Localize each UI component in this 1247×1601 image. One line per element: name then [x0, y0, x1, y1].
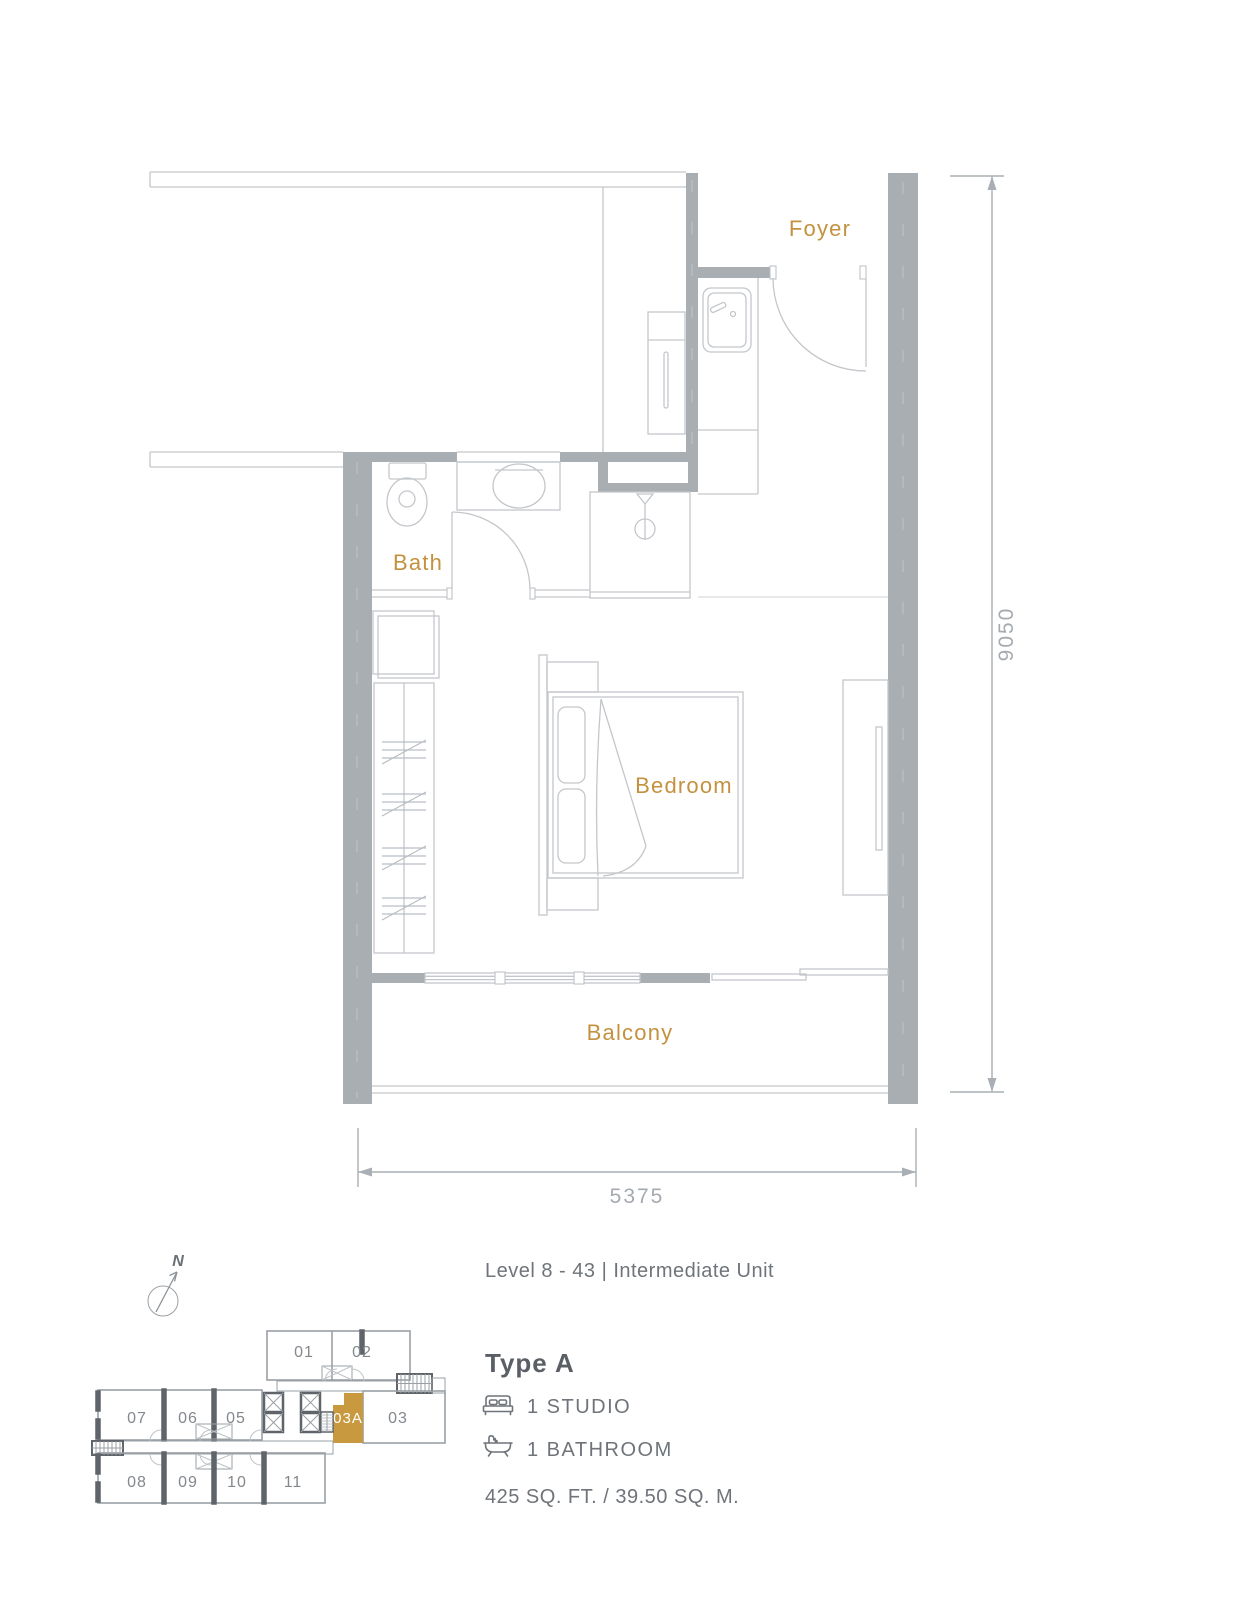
dimension-width: [358, 1128, 916, 1208]
unit-label-09: 09: [178, 1474, 198, 1491]
room-label-bath: Bath: [392, 550, 444, 575]
toilet: [387, 463, 427, 526]
tall-cabinet: [648, 312, 685, 434]
tv-console: [843, 680, 888, 895]
unit-label-06: 06: [178, 1410, 198, 1427]
sliding-door-panel: [712, 974, 806, 980]
north-compass: [148, 1253, 184, 1316]
wall-balcony-pier-a: [372, 973, 425, 983]
wall-bath-top-a: [343, 452, 457, 462]
dimension-height-label: 9050: [995, 606, 1018, 662]
unit-label-03a: 03A: [333, 1410, 363, 1427]
nightstand-bottom: [547, 878, 598, 910]
wall-balcony-pier-b: [640, 973, 710, 983]
key-plan: [92, 1331, 445, 1503]
unit-label-07: 07: [127, 1410, 147, 1427]
area-label: 425 SQ. FT. / 39.50 SQ. M.: [485, 1486, 740, 1508]
adjacent-boundary-lines: [150, 172, 686, 467]
unit-details: [484, 1260, 775, 1508]
bed-icon: [484, 1396, 513, 1415]
pillow: [558, 707, 585, 783]
unit-floor-plan: [150, 172, 1018, 1208]
wardrobe: [374, 683, 434, 953]
entry-door: [770, 266, 866, 371]
service-shaft-void: [608, 462, 688, 483]
washer-box: [373, 611, 439, 678]
bedroom: [373, 611, 888, 953]
window-mullion: [574, 972, 584, 984]
level-info: Level 8 - 43 | Intermediate Unit: [485, 1260, 775, 1282]
dimension-width-label: 5375: [609, 1185, 665, 1208]
bathtub-icon: [484, 1436, 512, 1456]
north-label: N: [172, 1253, 184, 1270]
window-mullion: [495, 972, 505, 984]
type-name: Type A: [485, 1348, 575, 1378]
nightstand-top: [547, 662, 598, 692]
stair-top-right: [397, 1374, 432, 1393]
unit-label-01: 01: [294, 1344, 314, 1361]
feature-studio: 1 STUDIO: [527, 1396, 632, 1418]
unit-label-05: 05: [226, 1410, 246, 1427]
room-label-foyer: Foyer: [788, 216, 852, 241]
pillow: [558, 789, 585, 863]
compass-circle: [148, 1286, 178, 1316]
unit-label-03: 03: [388, 1410, 408, 1427]
unit-label-02: 02: [352, 1344, 372, 1361]
dimension-height: [950, 176, 1018, 1092]
room-label-bedroom: Bedroom: [635, 773, 733, 798]
unit-label-10: 10: [227, 1474, 247, 1491]
unit-label-11: 11: [283, 1474, 303, 1491]
wall-entry: [698, 267, 770, 278]
shower: [590, 492, 690, 598]
kitchenette: [603, 187, 758, 494]
keyplan-corridor-upper: [277, 1381, 397, 1391]
walls: [343, 173, 918, 1104]
kitchen-sink: [703, 288, 751, 352]
balcony: [372, 1020, 888, 1093]
unit-label-08: 08: [127, 1474, 147, 1491]
room-label-balcony: Balcony: [586, 1020, 674, 1045]
sliding-door-panel: [800, 969, 888, 975]
headboard: [539, 655, 547, 915]
vanity-basin: [457, 462, 560, 510]
lift-core: [264, 1393, 333, 1432]
wall-bath-top-b: [560, 452, 598, 462]
feature-bathroom: 1 BATHROOM: [527, 1439, 673, 1461]
stair-core: [321, 1412, 333, 1432]
window-frame: [425, 973, 640, 983]
